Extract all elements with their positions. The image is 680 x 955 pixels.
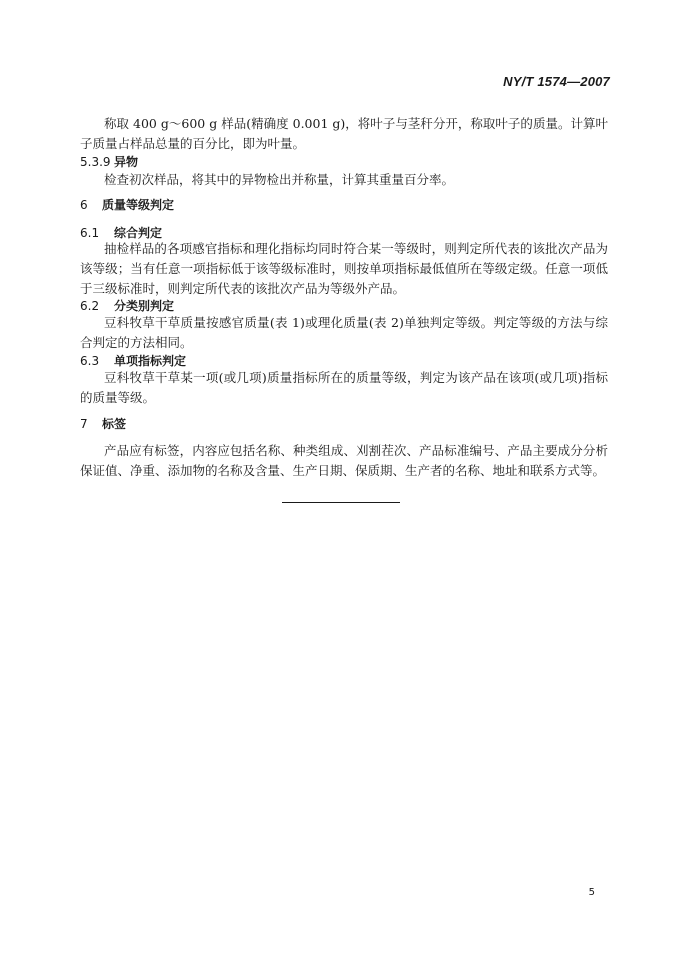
section-number: 6.3 bbox=[80, 354, 100, 368]
heading-7 bbox=[80, 416, 126, 432]
section-number: 6 bbox=[80, 198, 88, 212]
paragraph-leaf-amount: 称取 400 g～600 g 样品(精确度 0.001 g)，将叶子与茎秆分开，称取叶子的质量。计算叶子质量占样品总量的百分比，即为叶量。 bbox=[80, 116, 608, 151]
paragraph-comprehensive: 抽检样品的各项感官指标和理化指标均同时符合某一等级时，则判定所代表的该批次产品为该等级；当有任意一项指标低于该等级标准时，则按单项指标最低值所在等级定级。任意一项低于三级标准时，则判定所代表的该批次产品为等级外产品。 bbox=[80, 241, 608, 296]
heading-6-2 bbox=[80, 298, 174, 314]
section-title: 分类别判定 bbox=[114, 299, 175, 313]
section-number: 5.3.9 bbox=[80, 155, 111, 169]
heading-6-3 bbox=[80, 353, 186, 369]
heading-5-3-9 bbox=[80, 154, 138, 170]
end-rule bbox=[282, 502, 400, 503]
page-number: 5 bbox=[588, 887, 595, 898]
section-title: 单项指标判定 bbox=[114, 354, 187, 368]
section-title: 异物 bbox=[114, 155, 139, 169]
paragraph-category: 豆科牧草干草质量按感官质量(表 1)或理化质量(表 2)单独判定等级。判定等级的方法与综合判定的方法相同。 bbox=[80, 315, 608, 350]
paragraph-foreign-matter: 检查初次样品，将其中的异物检出并称量，计算其重量百分率。 bbox=[104, 172, 455, 187]
standard-code: NY/T 1574—2007 bbox=[503, 74, 610, 89]
section-number: 7 bbox=[80, 417, 88, 431]
heading-6 bbox=[80, 197, 174, 213]
section-title: 质量等级判定 bbox=[102, 198, 175, 212]
paragraph-label: 产品应有标签，内容应包括名称、种类组成、刈割茬次、产品标准编号、产品主要成分分析保证值、净重、添加物的名称及含量、生产日期、保质期、生产者的名称、地址和联系方式等。 bbox=[80, 443, 608, 478]
section-title: 标签 bbox=[102, 417, 127, 431]
section-number: 6.2 bbox=[80, 299, 100, 313]
section-title: 综合判定 bbox=[114, 226, 163, 240]
section-number: 6.1 bbox=[80, 226, 100, 240]
paragraph-single-index: 豆科牧草干草某一项(或几项)质量指标所在的质量等级，判定为该产品在该项(或几项)指标的质量等级。 bbox=[80, 370, 608, 405]
